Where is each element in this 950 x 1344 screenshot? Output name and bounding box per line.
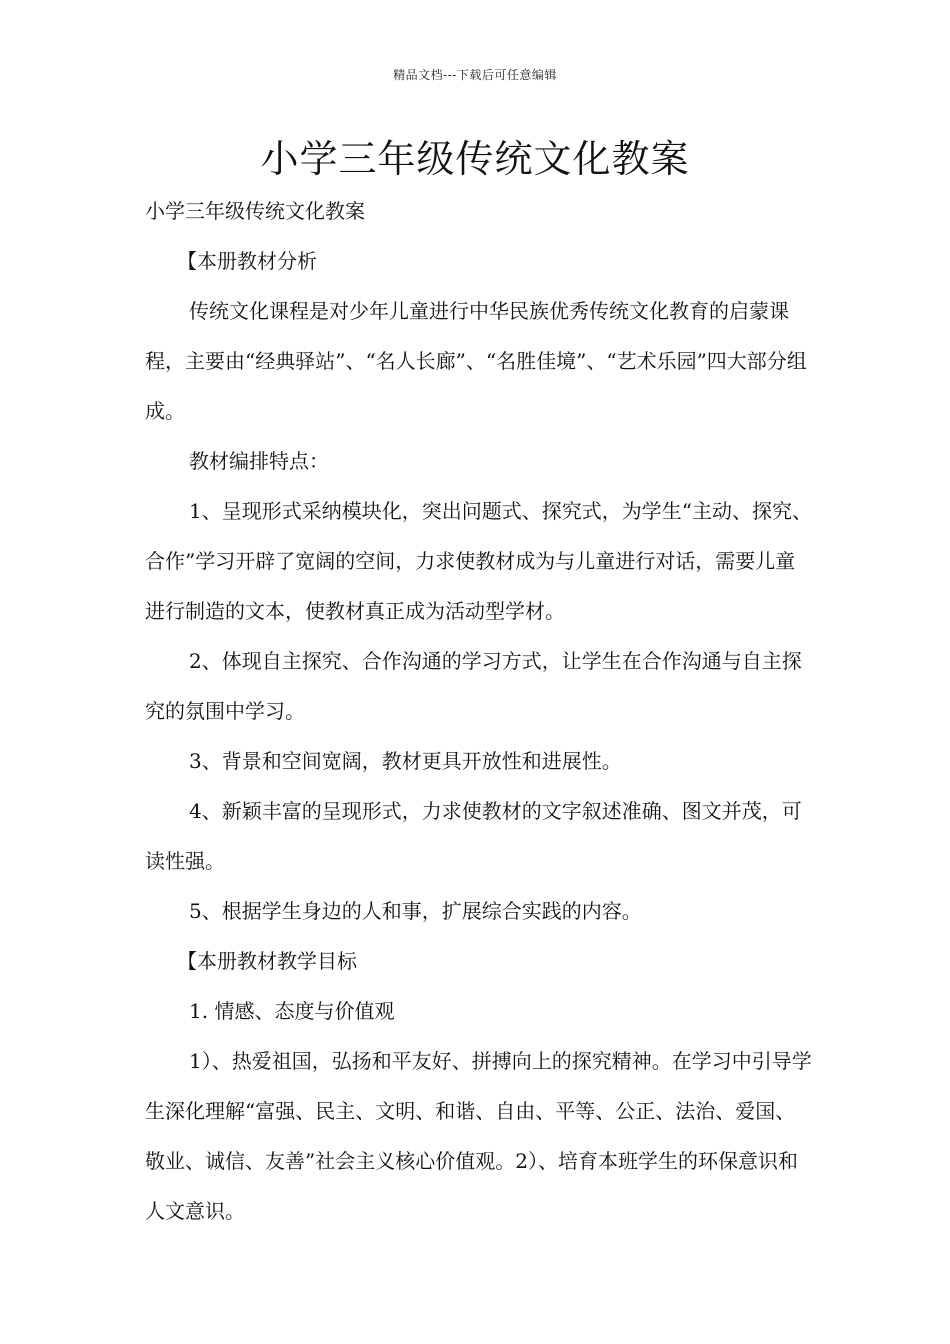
feature-item-5: 5、根据学生身边的人和事，扩展综合实践的内容。 [189,899,642,923]
goal-text-1: 1）、热爱祖国，弘扬和平友好、拼搏向上的探究精神。在学习中引导学生深化理解“富强、民主、文明、和谐、自由、平等、公正、法治、爱国、敬业、诚信、友善”社会主义核心价值观。2）、培育本班学生的环保意识和人文意识。 [145,1049,812,1223]
features-heading: 教材编排特点： [189,449,329,473]
feature-item-3: 3、背景和空间宽阔，教材更具开放性和进展性。 [189,749,622,773]
section-heading-analysis: 【本册教材分析 [177,249,317,273]
document-body [145,186,813,1236]
feature-item-1: 1、呈现形式采纳模块化，突出问题式、探究式，为学生“主动、探究、合作”学习开辟了宽阔的空间，力求使教材成为与儿童进行对话，需要儿童进行制造的文本，使教材真正成为活动型学材。 [145,499,812,623]
section-heading-goals: 【本册教材教学目标 [177,949,357,973]
header-note: 精品文档---下载后可任意编辑 [393,68,557,82]
intro-paragraph: 传统文化课程是对少年儿童进行中华民族优秀传统文化教育的启蒙课程，主要由“经典驿站”、“名人长廊”、“名胜佳境”、“艺术乐园”四大部分组成。 [145,299,807,423]
feature-item-2: 2、体现自主探究、合作沟通的学习方式，让学生在合作沟通与自主探究的氛围中学习。 [145,649,802,723]
goal-heading-1: 1. 情感、态度与价值观 [189,999,395,1023]
feature-item-4: 4、新颖丰富的呈现形式，力求使教材的文字叙述准确、图文并茂，可读性强。 [145,799,802,873]
document-title: 小学三年级传统文化教案 [260,137,690,181]
document-subtitle: 小学三年级传统文化教案 [145,199,365,223]
